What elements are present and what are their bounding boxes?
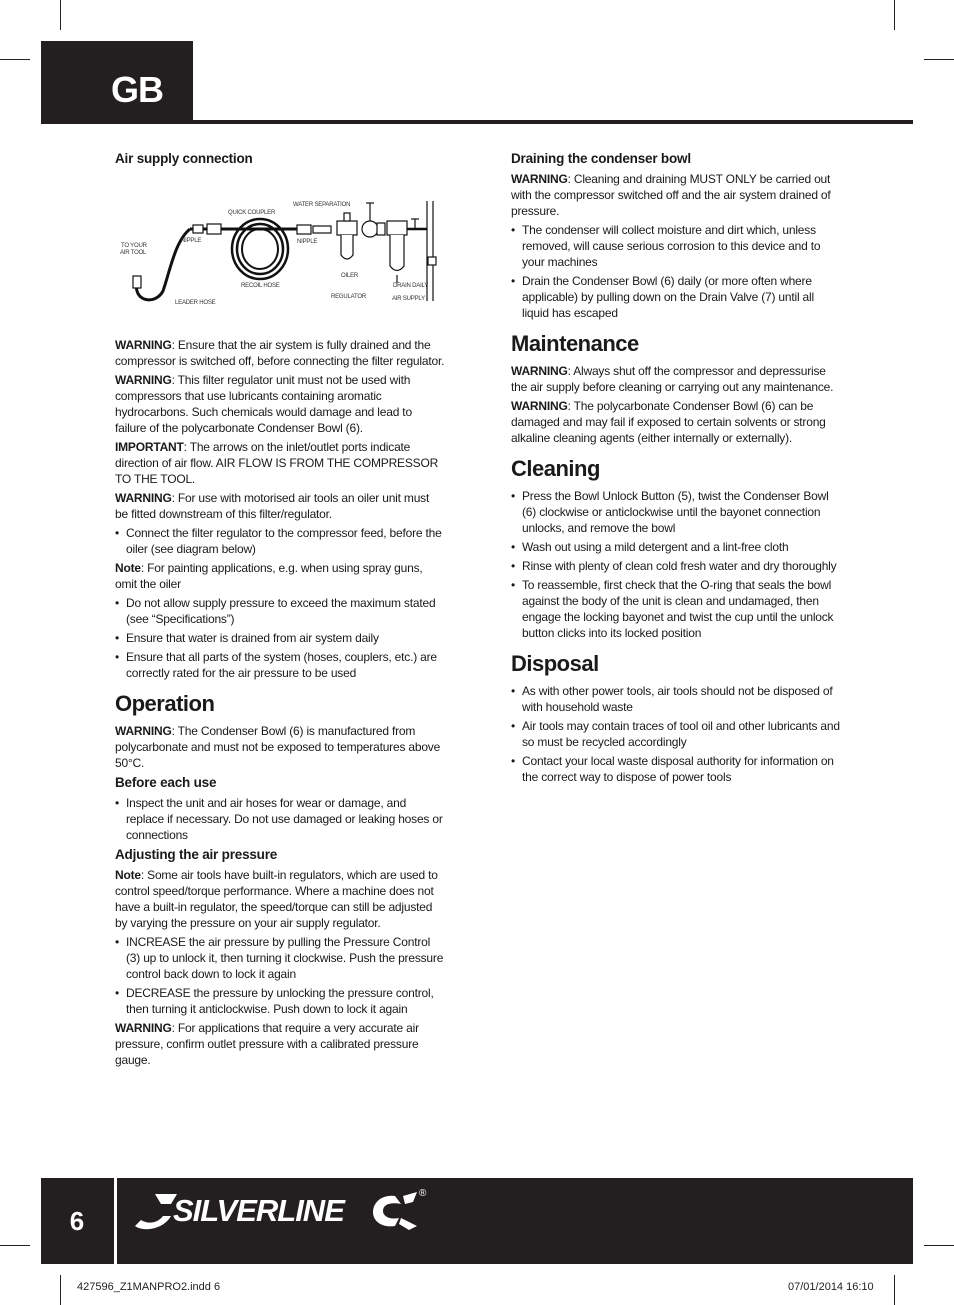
crop-mark: [0, 1245, 30, 1246]
bullet-list: [115, 795, 445, 843]
air-supply-diagram: [115, 171, 445, 321]
registered-mark: ®: [419, 1188, 427, 1199]
list-item: • Contact your local waste disposal authority for information on the correct way to dispose of power tools: [511, 753, 841, 785]
section-title-disposal: Disposal: [511, 651, 599, 676]
list-item: • Wash out using a mild detergent and a lint-free cloth: [511, 539, 841, 555]
label-nipple-right: NIPPLE: [297, 239, 318, 245]
warning-paragraph: WARNING: The polycarbonate Condenser Bowl (6) can be damaged and may fail if exposed to certain solvents or strong alkaline cleaning agents (either internally or externally).: [511, 399, 826, 445]
print-date: 07/01/2014 16:10: [788, 1281, 874, 1293]
label-leader-hose: LEADER HOSE: [175, 300, 216, 306]
crop-mark: [924, 1245, 954, 1246]
air-supply-title: Air supply connection: [115, 151, 253, 166]
language-tab: [41, 41, 193, 124]
bullet-list: [511, 488, 841, 641]
bullet-list: [115, 595, 445, 681]
list-item: • Rinse with plenty of clean cold fresh water and dry thoroughly: [511, 558, 841, 574]
list-item: • The condenser will collect moisture and dirt which, unless removed, will cause serious corrosion to this device and to your machines: [511, 222, 841, 270]
label-oiler: OILER: [341, 273, 359, 279]
bullet-list: [511, 222, 841, 321]
label-drain-daily: DRAIN DAILY: [393, 283, 429, 289]
label-quick-coupler: QUICK COUPLER: [228, 210, 276, 216]
draining-title: Draining the condenser bowl: [511, 151, 691, 166]
list-item: • DECREASE the pressure by unlocking the pressure control, then turning it anticlockwise. Push down to lock it again: [115, 985, 445, 1017]
brand-wordmark: SILVERLINE: [173, 1193, 344, 1228]
list-item: • Air tools may contain traces of tool oil and other lubricants and so must be recycled accordingly: [511, 718, 841, 750]
crop-mark: [60, 1275, 61, 1305]
warning-paragraph: WARNING: The Condenser Bowl (6) is manufactured from polycarbonate and must not be exposed to temperatures above 50°C.: [115, 724, 441, 770]
list-item: • Ensure that all parts of the system (hoses, couplers, etc.) are correctly rated for the air pressure to be used: [115, 649, 445, 681]
label-water-separation: WATER SEPARATION: [293, 202, 351, 208]
note-paragraph: Note: Some air tools have built-in regulators, which are used to control speed/torque performance. Where a machine does not have a built-in regulator, the speed/torque can still be adjusted by varying the pressure on your air supply regulator.: [115, 868, 438, 930]
warning-paragraph: WARNING: This filter regulator unit must not be used with compressors that use lubricants containing aromatic hydrocarbons. Such chemicals would damage and lead to failure of the polycarbonate Condenser Bowl (6).: [115, 373, 412, 435]
warning-paragraph: WARNING: Always shut off the compressor and depressurise the air supply before cleaning or carrying out any maintenance.: [511, 364, 834, 394]
note-paragraph: Note: For painting applications, e.g. when using spray guns, omit the oiler: [115, 561, 423, 591]
before-each-use-title: Before each use: [115, 775, 217, 790]
footer-divider: [114, 1178, 117, 1264]
header-rule: [41, 120, 913, 124]
crop-mark: [0, 59, 30, 60]
list-item: • Connect the filter regulator to the compressor feed, before the oiler (see diagram below): [115, 525, 445, 557]
crop-mark: [894, 1275, 895, 1305]
label-nipple-left: NIPPLE: [181, 238, 202, 244]
label-to-your-air-tool: TO YOUR: [121, 243, 147, 249]
bullet-list: [511, 683, 841, 785]
warning-paragraph: WARNING: For use with motorised air tools an oiler unit must be fitted downstream of this filter/regulator.: [115, 491, 430, 521]
file-info: 427596_Z1MANPRO2.indd 6: [77, 1281, 221, 1293]
list-item: • Ensure that water is drained from air system daily: [115, 630, 445, 646]
silverline-logo: [133, 1186, 433, 1236]
list-item: • As with other power tools, air tools should not be disposed of with household waste: [511, 683, 841, 715]
list-item: • To reassemble, first check that the O-ring that seals the bowl against the body of the unit is clean and undamaged, then engage the locking bayonet and twist the cup until the unlock button clicks into its locked position: [511, 577, 841, 641]
language-code: GB: [111, 69, 163, 110]
crop-mark: [60, 0, 61, 30]
label-recoil-hose: RECOIL HOSE: [241, 283, 280, 289]
label-regulator: REGULATOR: [331, 294, 366, 300]
page-number: 6: [69, 1205, 85, 1236]
warning-paragraph: WARNING: Cleaning and draining MUST ONLY be carried out with the compressor switched off and the air system drained of pressure.: [511, 172, 831, 218]
crop-mark: [924, 59, 954, 60]
label-air-supply: AIR SUPPLY: [392, 296, 425, 302]
crop-mark: [894, 0, 895, 30]
warning-paragraph: WARNING: Ensure that the air system is fully drained and the compressor is switched off, before connecting the filter regulator.: [115, 338, 445, 368]
adjusting-pressure-title: Adjusting the air pressure: [115, 847, 278, 862]
list-item: • Press the Bowl Unlock Button (5), twist the Condenser Bowl (6) clockwise or anticlockwise until the bayonet connection unlocks, and remove the bowl: [511, 488, 841, 536]
section-title-cleaning: Cleaning: [511, 456, 600, 481]
section-title-maintenance: Maintenance: [511, 331, 639, 356]
list-item: • Inspect the unit and air hoses for wear or damage, and replace if necessary. Do not use damaged or leaking hoses or connections: [115, 795, 445, 843]
warning-paragraph: WARNING: For applications that require a very accurate air pressure, confirm outlet pressure with a calibrated pressure gauge.: [115, 1021, 419, 1067]
bullet-list: [115, 525, 445, 557]
bullet-list: [115, 934, 445, 1017]
label-to-your-air-tool-2: AIR TOOL: [120, 250, 147, 256]
important-paragraph: IMPORTANT: The arrows on the inlet/outlet ports indicate direction of air flow. AIR FLOW IS FROM THE COMPRESSOR TO THE TOOL.: [115, 440, 439, 486]
left-column: [115, 150, 445, 1071]
right-column: [511, 150, 841, 788]
list-item: • Drain the Condenser Bowl (6) daily (or more often where applicable) by pulling down on the Drain Valve (7) until all liquid has escaped: [511, 273, 841, 321]
section-title-operation: Operation: [115, 691, 215, 716]
list-item: • Do not allow supply pressure to exceed the maximum stated (see “Specifications”): [115, 595, 445, 627]
list-item: • INCREASE the air pressure by pulling the Pressure Control (3) up to unlock it, then turning it clockwise. Push the pressure control back down to lock it again: [115, 934, 445, 982]
